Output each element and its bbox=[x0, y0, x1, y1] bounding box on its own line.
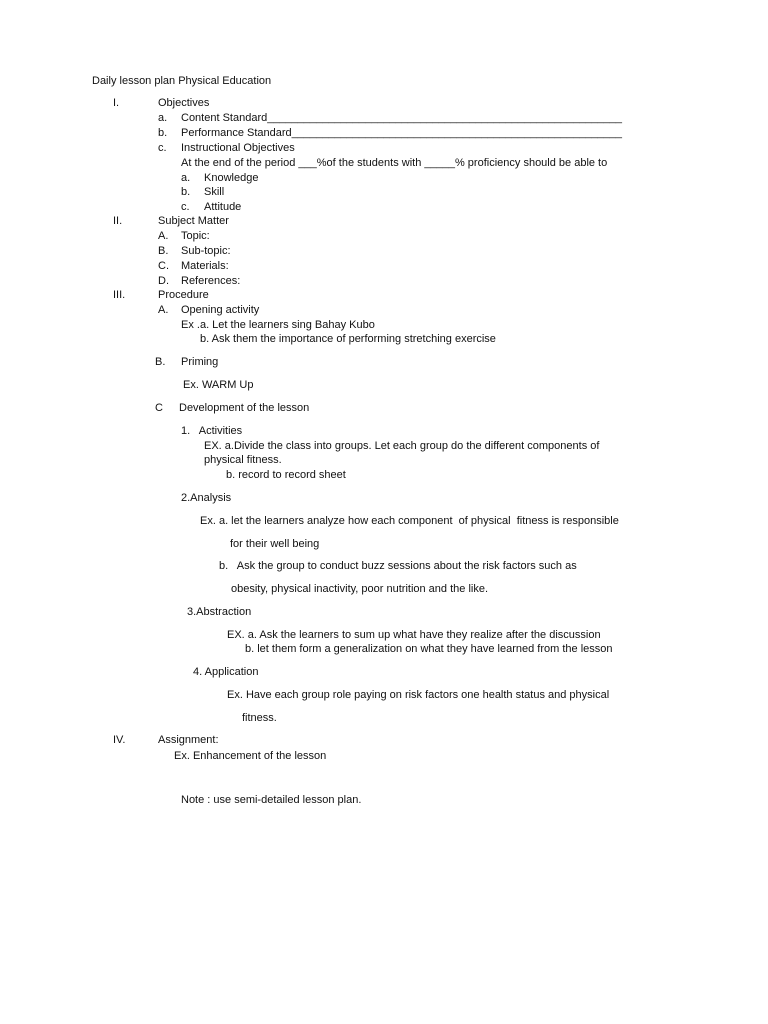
priming-example: Ex. WARM Up bbox=[183, 379, 254, 391]
objective-item-marker: c. bbox=[181, 201, 190, 213]
section-III-heading: Procedure bbox=[158, 289, 209, 301]
instructional-objectives-marker: c. bbox=[158, 142, 167, 154]
opening-activity-example-a: Ex .a. Let the learners sing Bahay Kubo bbox=[181, 319, 375, 331]
analysis-example-b-line1: b. Ask the group to conduct buzz sessions about the risk factors such as bbox=[219, 560, 577, 572]
section-II-heading: Subject Matter bbox=[158, 215, 229, 227]
objective-item-knowledge: Knowledge bbox=[204, 172, 259, 184]
procedure-A-label: Opening activity bbox=[181, 304, 260, 316]
opening-activity-example-b: b. Ask them the importance of performing stretching exercise bbox=[200, 333, 496, 345]
procedure-C-label: Development of the lesson bbox=[179, 402, 310, 414]
analysis-example-a-line2: for their well being bbox=[230, 538, 320, 550]
content-standard-line: Content Standard__________________________________________________________ bbox=[181, 112, 623, 124]
section-II-numeral: II. bbox=[113, 215, 123, 227]
subject-item-references: References: bbox=[181, 275, 241, 287]
section-IV-numeral: IV. bbox=[113, 734, 126, 746]
activities-example-line1: EX. a.Divide the class into groups. Let each group do the different components of bbox=[204, 440, 600, 452]
section-III-numeral: III. bbox=[113, 289, 126, 301]
content-standard-marker: a. bbox=[158, 112, 168, 124]
procedure-B-label: Priming bbox=[181, 356, 219, 368]
abstraction-example-a: EX. a. Ask the learners to sum up what have they realize after the discussion bbox=[227, 629, 601, 641]
application-example-line1: Ex. Have each group role paying on risk factors one health status and physical bbox=[227, 689, 610, 701]
procedure-C-marker: C bbox=[155, 402, 163, 414]
activities-label: 1. Activities bbox=[181, 425, 243, 437]
analysis-label: 2.Analysis bbox=[181, 492, 232, 504]
subject-item-topic: Topic: bbox=[181, 230, 210, 242]
subject-item-marker: D. bbox=[158, 275, 169, 287]
subject-item-materials: Materials: bbox=[181, 260, 229, 272]
application-label: 4. Application bbox=[193, 666, 259, 678]
abstraction-label: 3.Abstraction bbox=[187, 606, 252, 618]
objectives-intro: At the end of the period ___%of the students with _____% proficiency should be able to bbox=[181, 157, 608, 169]
analysis-example-b-line2: obesity, physical inactivity, poor nutrition and the like. bbox=[231, 583, 489, 595]
section-I-numeral: I. bbox=[113, 97, 120, 109]
objective-item-marker: b. bbox=[181, 186, 191, 198]
assignment-example: Ex. Enhancement of the lesson bbox=[174, 750, 327, 762]
subject-item-marker: C. bbox=[158, 260, 169, 272]
activities-example-line2: physical fitness. bbox=[204, 454, 282, 466]
procedure-A-marker: A. bbox=[158, 304, 169, 316]
analysis-example-a-line1: Ex. a. let the learners analyze how each component of physical fitness is responsible bbox=[200, 515, 619, 527]
subject-item-marker: A. bbox=[158, 230, 169, 242]
objective-item-marker: a. bbox=[181, 172, 191, 184]
activities-example-b: b. record to record sheet bbox=[226, 469, 346, 481]
subject-item-marker: B. bbox=[158, 245, 169, 257]
performance-standard-line: Performance Standard______________________________________________________ bbox=[181, 127, 623, 139]
note: Note : use semi-detailed lesson plan. bbox=[181, 794, 362, 806]
document-title: Daily lesson plan Physical Education bbox=[92, 75, 272, 87]
instructional-objectives-label: Instructional Objectives bbox=[181, 142, 295, 154]
objective-item-attitude: Attitude bbox=[204, 201, 242, 213]
abstraction-example-b: b. let them form a generalization on what they have learned from the lesson bbox=[245, 643, 613, 655]
application-example-line2: fitness. bbox=[242, 712, 277, 724]
section-I-heading: Objectives bbox=[158, 97, 210, 109]
procedure-B-marker: B. bbox=[155, 356, 166, 368]
performance-standard-marker: b. bbox=[158, 127, 168, 139]
objective-item-skill: Skill bbox=[204, 186, 225, 198]
subject-item-subtopic: Sub-topic: bbox=[181, 245, 231, 257]
section-IV-heading: Assignment: bbox=[158, 734, 219, 746]
